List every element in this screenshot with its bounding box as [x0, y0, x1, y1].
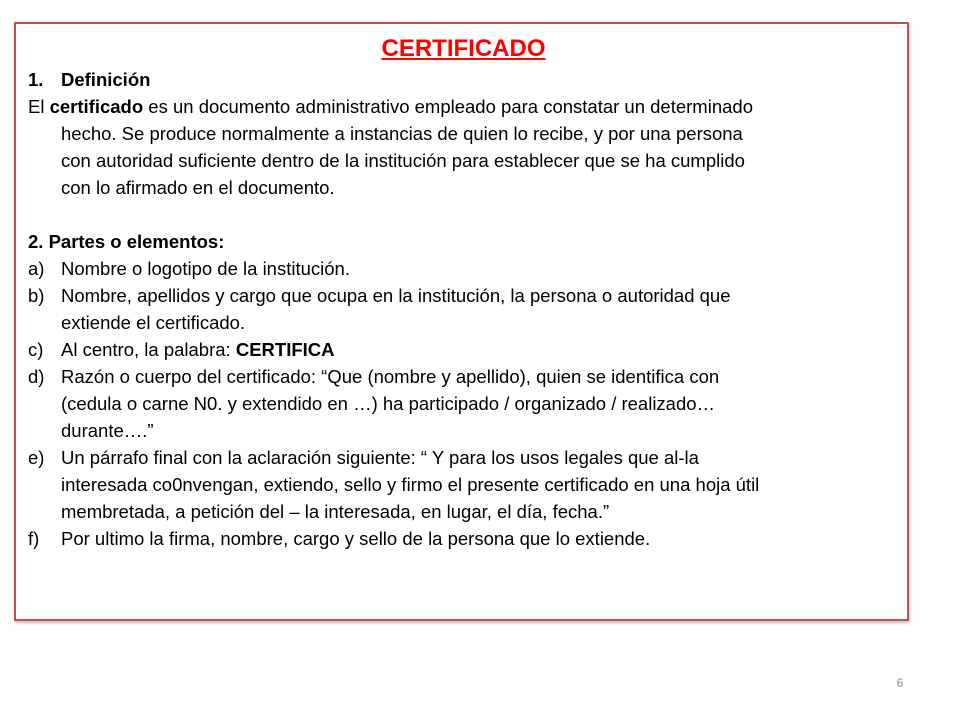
definition-line-2: hecho. Se produce normalmente a instancias de quien lo recibe, y por una persona [61, 123, 743, 144]
definition-text-1: es un documento administrativo empleado para constatar un determinado [143, 96, 753, 117]
item-bold-word: CERTIFICA [235, 339, 335, 360]
spacer [28, 201, 899, 228]
item-text: membretada, a petición del – la interesada, en lugar, el día, fecha.” [61, 501, 610, 522]
definition-bold-term: certificado [49, 96, 144, 117]
item-letter: e) [28, 447, 45, 468]
slide-title: CERTIFICADO [381, 35, 546, 62]
item-letter: a) [28, 258, 45, 279]
definition-line-1 [28, 93, 899, 120]
item-letter: f) [28, 528, 40, 549]
section1-heading [28, 66, 899, 93]
list-item-c [28, 336, 899, 363]
item-letter: b) [28, 285, 45, 306]
content-frame [14, 22, 909, 621]
list-item-b [28, 282, 899, 336]
definition-line-4: con lo afirmado en el documento. [61, 177, 335, 198]
definition-prefix: El [28, 96, 50, 117]
item-letter: d) [28, 366, 45, 387]
section1-heading-text: Definición [61, 69, 151, 90]
slide-content [28, 34, 899, 552]
list-item-f [28, 525, 899, 552]
item-text: Por ultimo la firma, nombre, cargo y sello de la persona que lo extiende. [61, 528, 651, 549]
section2-heading: 2. Partes o elementos: [28, 231, 225, 252]
item-text: durante….” [61, 420, 154, 441]
page-number: 6 [896, 676, 904, 690]
item-letter: c) [28, 339, 44, 360]
item-text: Al centro, la palabra: [61, 339, 236, 360]
section1-number: 1. [28, 69, 44, 90]
item-text: extiende el certificado. [61, 312, 246, 333]
item-text: Un párrafo final con la aclaración siguiente: “ Y para los usos legales que al-la [61, 447, 699, 468]
item-text: Nombre o logotipo de la institución. [61, 258, 350, 279]
item-text: interesada co0nvengan, extiendo, sello y firmo el presente certificado en una hoja útil [61, 474, 760, 495]
list-item-e [28, 444, 899, 525]
definition-line-3: con autoridad suficiente dentro de la institución para establecer que se ha cumplido [61, 150, 745, 171]
item-text: (cedula o carne N0. y extendido en …) ha participado / organizado / realizado… [61, 393, 716, 414]
list-item-a [28, 255, 899, 282]
item-text: Nombre, apellidos y cargo que ocupa en la institución, la persona o autoridad que [61, 285, 731, 306]
item-text: Razón o cuerpo del certificado: “Que (nombre y apellido), quien se identifica con [61, 366, 720, 387]
list-item-d [28, 363, 899, 444]
